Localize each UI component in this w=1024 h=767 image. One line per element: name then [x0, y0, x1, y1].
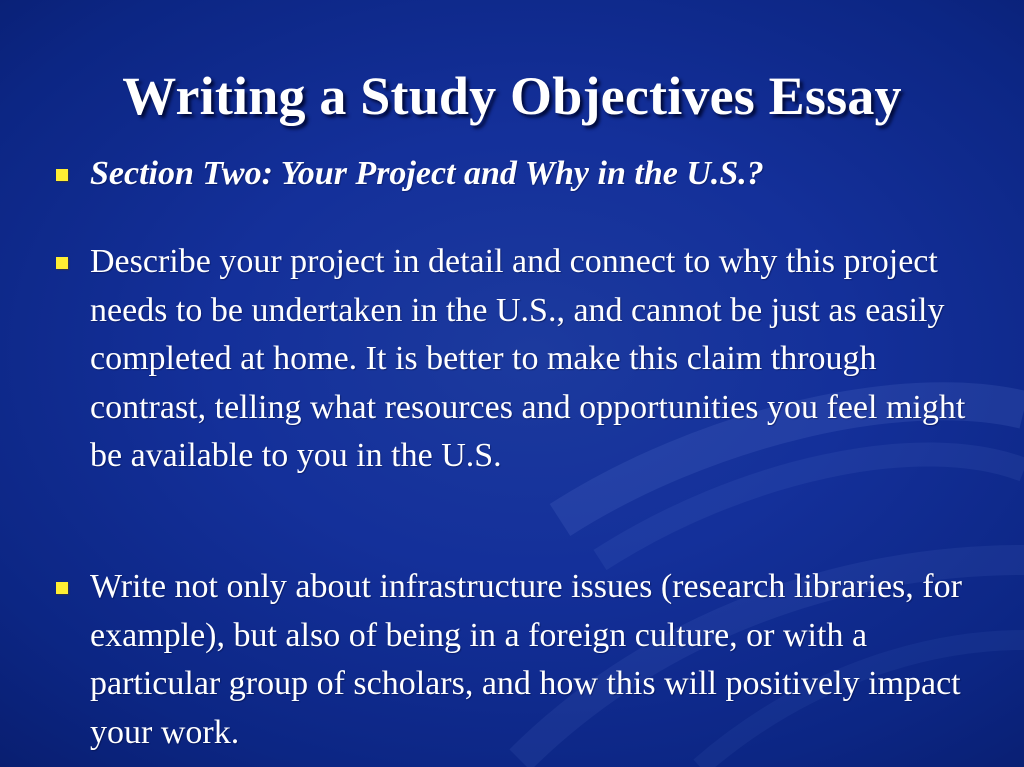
slide-title: Writing a Study Objectives Essay [122, 66, 902, 126]
square-bullet-icon [56, 257, 68, 269]
bullet-section-heading: Section Two: Your Project and Why in the U.S.? [90, 155, 764, 192]
square-bullet-icon [56, 582, 68, 594]
square-bullet-icon [56, 169, 68, 181]
bullet-text: Write not only about infrastructure issues (research libraries, for example), but also of being in a foreign culture, or with a particular group of scholars, and how this will positively impact your work. [90, 568, 962, 751]
bullet-text: Describe your project in detail and connect to why this project needs to be undertaken in the U.S., and cannot be just as easily completed at home. It is better to make this claim through contrast, telling what resources and opportunities you feel might be available to you in the U.S. [90, 243, 966, 474]
